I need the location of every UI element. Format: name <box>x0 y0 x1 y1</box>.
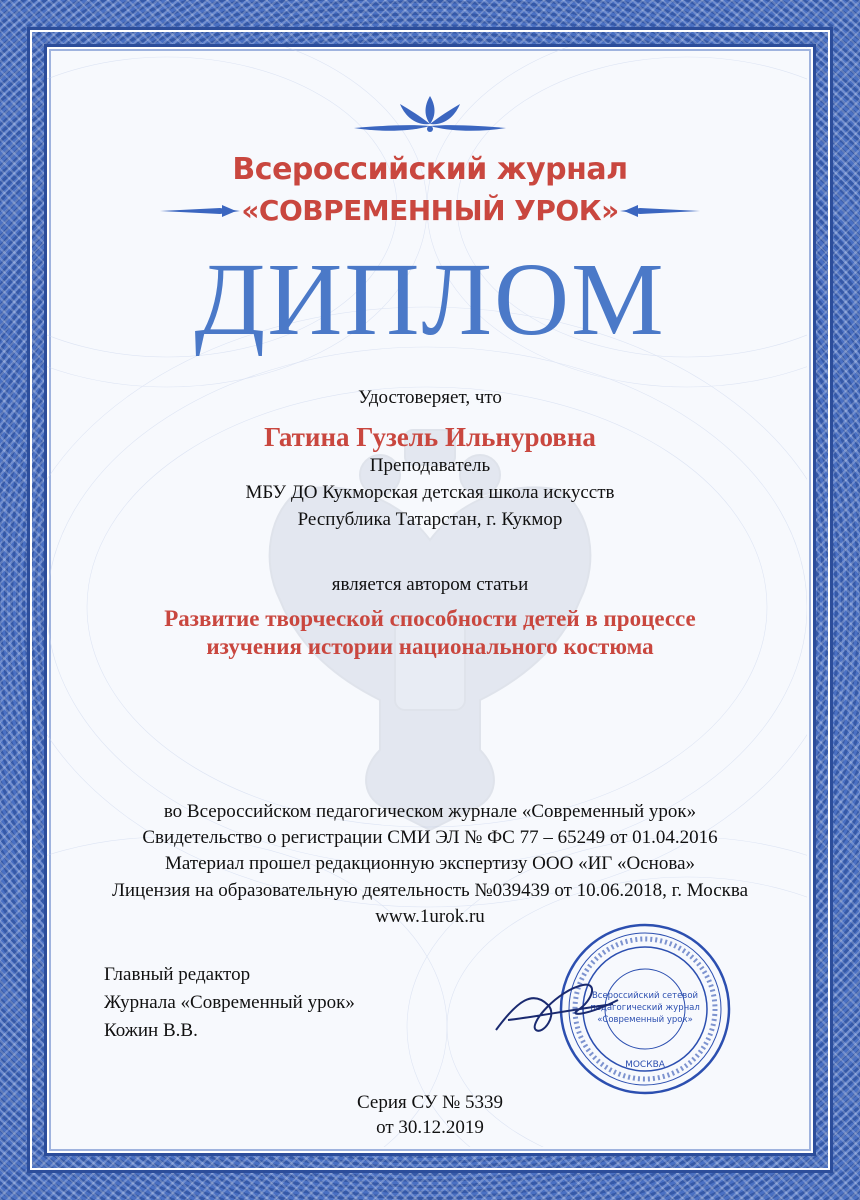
website-link[interactable]: www.1urok.ru <box>375 906 485 927</box>
seal-bottom-text: МОСКВА <box>625 1060 665 1070</box>
editor-title: Главный редактор <box>104 964 251 985</box>
seal-center-line1: Всероссийский сетевой <box>591 991 699 1001</box>
seal-center-line3: «Современный урок» <box>597 1015 693 1025</box>
publication-line1: во Всероссийском педагогическом журнале «Современный урок» <box>163 801 697 822</box>
certifies-text: Удостоверяет, что <box>358 387 502 408</box>
journal-name-line1: Всероссийский журнал <box>232 152 628 187</box>
recipient-name: Гатина Гузель Ильнуровна <box>264 422 596 452</box>
publication-line2: Свидетельство о регистрации СМИ ЭЛ № ФС 77 – 65249 от 01.04.2016 <box>142 827 718 848</box>
series-number: Серия СУ № 5339 <box>357 1092 503 1113</box>
issue-date: от 30.12.2019 <box>376 1117 484 1138</box>
publication-line3: Материал прошел редакционную экспертизу ООО «ИГ «Основа» <box>164 853 696 874</box>
editor-signature <box>488 960 628 1050</box>
author-of-text: является автором статьи <box>331 574 529 595</box>
article-title-line2: изучения истории национального костюма <box>206 634 654 659</box>
editor-name: Кожин В.В. <box>104 1020 198 1041</box>
recipient-region: Республика Татарстан, г. Кукмор <box>297 509 563 530</box>
publication-line4: Лицензия на образовательную деятельность №039439 от 10.06.2018, г. Москва <box>111 880 749 901</box>
seal-center-line2: педагогический журнал <box>590 1003 700 1013</box>
recipient-position: Преподаватель <box>369 455 491 476</box>
editor-journal: Журнала «Современный урок» <box>104 992 355 1013</box>
article-title-line1: Развитие творческой способности детей в процессе <box>164 606 696 631</box>
right-flourish-icon <box>620 202 700 220</box>
top-ornament-icon <box>350 92 510 134</box>
diploma-title: ДИПЛОМ <box>194 242 666 357</box>
journal-name-line2: «СОВРЕМЕННЫЙ УРОК» <box>241 194 619 227</box>
recipient-organization: МБУ ДО Кукморская детская школа искусств <box>245 482 615 503</box>
